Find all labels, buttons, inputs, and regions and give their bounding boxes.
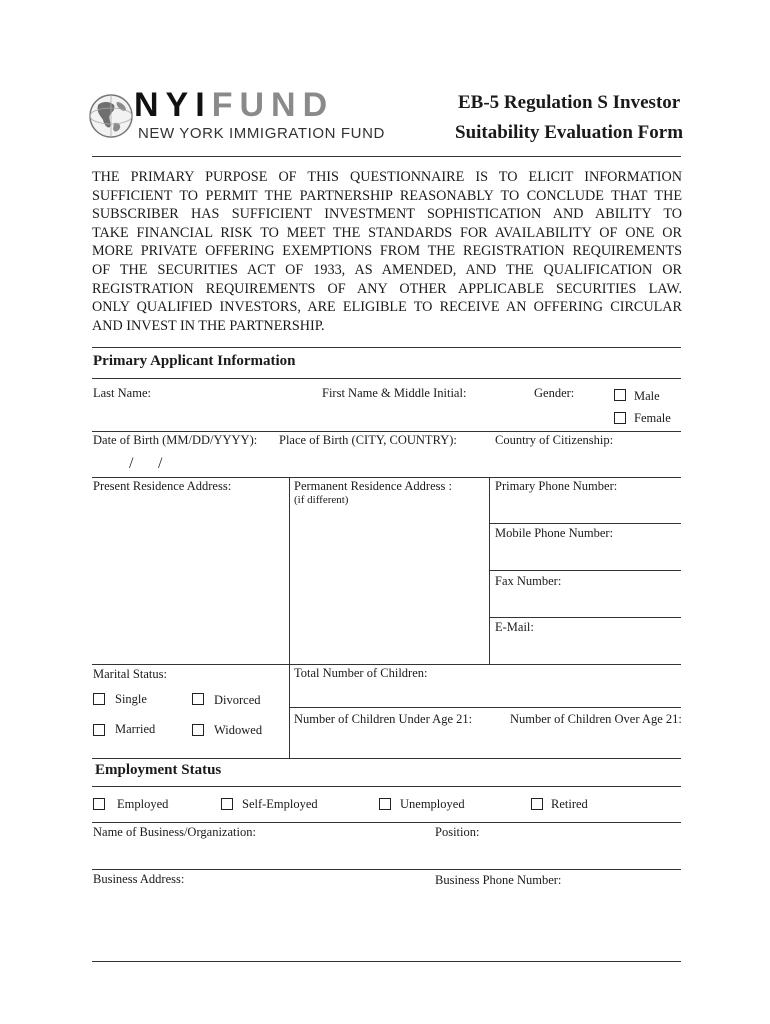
logo-wordmark	[134, 86, 334, 125]
address-divider-left	[289, 477, 290, 758]
primary-section-heading: Primary Applicant Information	[93, 353, 296, 369]
primary-phone-label: Primary Phone Number:	[495, 479, 618, 493]
intro-line: TAKE FINANCIAL RISK TO MEET THE STANDARDS FOR AVAILABILITY OF ONE OR	[92, 224, 682, 241]
widowed-label: Widowed	[214, 723, 263, 737]
bottom-rule	[92, 961, 681, 962]
female-checkbox[interactable]	[614, 412, 626, 424]
business-name-rule	[92, 869, 681, 870]
last-name-label: Last Name:	[93, 386, 151, 400]
fax-label: Fax Number:	[495, 574, 562, 588]
globe-icon	[88, 93, 134, 139]
permanent-address-label: Permanent Residence Address :	[294, 479, 452, 493]
employment-heading-rule	[92, 786, 681, 787]
retired-checkbox[interactable]	[531, 798, 543, 810]
employment-top-rule	[92, 758, 681, 759]
married-checkbox[interactable]	[93, 724, 105, 736]
fax-rule	[489, 617, 681, 618]
self-employed-checkbox[interactable]	[221, 798, 233, 810]
row2-rule	[92, 477, 681, 478]
marital-status-label: Marital Status:	[93, 667, 167, 681]
self-employed-label: Self-Employed	[242, 797, 318, 811]
intro-line: OF THE SECURITIES ACT OF 1933, AS AMENDED, AND THE QUALIFICATION OR	[92, 261, 682, 278]
title-divider	[92, 156, 681, 157]
position-label: Position:	[435, 825, 480, 839]
mobile-phone-label: Mobile Phone Number:	[495, 526, 614, 540]
pob-label: Place of Birth (CITY, COUNTRY):	[279, 433, 457, 447]
present-address-label: Present Residence Address:	[93, 479, 232, 493]
intro-line: THE PRIMARY PURPOSE OF THIS QUESTIONNAIRE IS TO ELICIT INFORMATION	[92, 169, 682, 185]
citizenship-label: Country of Citizenship:	[495, 433, 614, 447]
unemployed-label: Unemployed	[400, 797, 465, 811]
intro-line: REGISTRATION REQUIREMENTS OF ANY OTHER APPLICABLE SECURITIES LAW.	[92, 280, 682, 297]
children-rule	[289, 707, 681, 708]
intro-paragraph	[92, 168, 682, 335]
divorced-label: Divorced	[214, 693, 261, 707]
dob-separator: /	[129, 455, 134, 472]
address-bottom-rule	[92, 664, 681, 665]
first-name-label: First Name & Middle Initial:	[322, 386, 467, 400]
married-label: Married	[115, 722, 156, 736]
dob-separator: /	[158, 455, 163, 472]
intro-line: ONLY QUALIFIED INVESTORS, ARE ELIGIBLE TO RECEIVE AN OFFERING CIRCULAR	[92, 299, 682, 316]
employed-label: Employed	[117, 797, 169, 811]
row1-rule	[92, 431, 681, 432]
intro-line: AND INVEST IN THE PARTNERSHIP.	[92, 317, 325, 334]
children-over-21-label: Number of Children Over Age 21:	[510, 712, 682, 726]
dob-label: Date of Birth (MM/DD/YYYY):	[93, 433, 258, 447]
divorced-checkbox[interactable]	[192, 693, 204, 705]
retired-label: Retired	[551, 797, 588, 811]
intro-line: SUBSCRIBER HAS SUFFICIENT INVESTMENT SOPHISTICATION AND ABILITY TO	[92, 206, 682, 223]
children-under-21-label: Number of Children Under Age 21:	[294, 712, 473, 726]
total-children-label: Total Number of Children:	[294, 666, 428, 680]
business-address-label: Business Address:	[93, 872, 185, 886]
unemployed-checkbox[interactable]	[379, 798, 391, 810]
form-title-line2: Suitability Evaluation Form	[455, 122, 684, 143]
mobile-phone-rule	[489, 570, 681, 571]
gender-label: Gender:	[534, 386, 575, 400]
employed-checkbox[interactable]	[93, 798, 105, 810]
logo-nyi: NYI	[134, 86, 212, 124]
female-label: Female	[634, 411, 671, 425]
male-label: Male	[634, 389, 660, 403]
business-phone-label: Business Phone Number:	[435, 873, 562, 887]
primary-section-top-rule	[92, 347, 681, 348]
male-checkbox[interactable]	[614, 389, 626, 401]
email-label: E-Mail:	[495, 620, 534, 634]
single-label: Single	[115, 692, 147, 706]
primary-section-heading-rule	[92, 378, 681, 379]
employment-heading: Employment Status	[95, 762, 222, 778]
employment-options-rule	[92, 822, 681, 823]
widowed-checkbox[interactable]	[192, 724, 204, 736]
business-name-label: Name of Business/Organization:	[93, 825, 256, 839]
primary-phone-rule	[489, 523, 681, 524]
intro-line: SUFFICIENT TO PERMIT THE PARTNERSHIP REASONABLY TO CONCLUDE THAT THE	[92, 187, 682, 204]
form-title-line1: EB-5 Regulation S Investor	[458, 92, 681, 113]
logo-subtitle: NEW YORK IMMIGRATION FUND	[138, 125, 385, 142]
intro-line: MORE PRIVATE OFFERING EXEMPTIONS FROM THE REGISTRATION REQUIREMENTS	[92, 243, 682, 260]
if-different-note: (if different)	[294, 494, 349, 506]
logo-fund: FUND	[211, 86, 335, 124]
single-checkbox[interactable]	[93, 693, 105, 705]
